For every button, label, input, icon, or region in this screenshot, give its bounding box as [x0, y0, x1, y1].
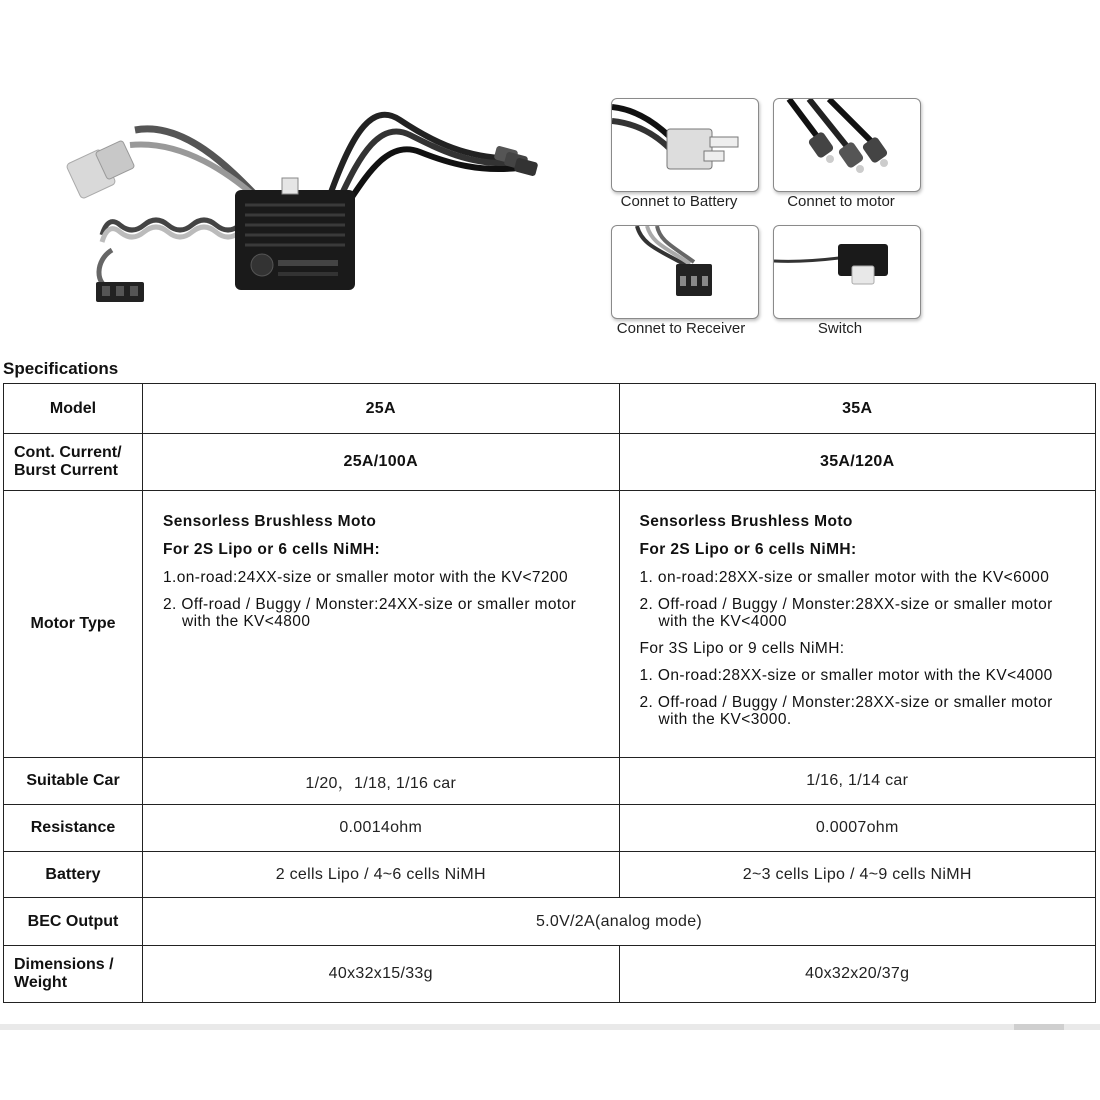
esc-product-image — [40, 60, 580, 350]
motor-25a-item-1: 1.on-road:24XX-size or smaller motor with the KV<7200 — [163, 569, 569, 586]
suitable-car-25a: 1/20，1/18, 1/16 car — [143, 758, 620, 805]
dimensions-label-line-1: Dimensions / — [14, 956, 114, 973]
battery-25a: 2 cells Lipo / 4~6 cells NiMH — [143, 852, 620, 898]
current-label-line-2: Burst Current — [14, 462, 119, 479]
motor-35a-sub-heading: For 3S Lipo or 9 cells NiMH: — [639, 640, 845, 657]
motor-connector-caption: Connet to motor — [787, 193, 895, 210]
motor-35a-heading-1: Sensorless Brushless Moto — [639, 513, 853, 530]
suitable-car-label: Suitable Car — [4, 758, 143, 805]
switch-caption: Switch — [817, 320, 863, 337]
dimensions-label — [4, 946, 143, 1003]
motor-25a-heading-1: Sensorless Brushless Moto — [163, 513, 377, 530]
resistance-25a: 0.0014ohm — [143, 805, 620, 852]
motor-connector-thumbnail — [773, 98, 921, 192]
dimensions-label-line-2: Weight — [14, 974, 68, 991]
suitable-car-35a: 1/16, 1/14 car — [619, 758, 1096, 805]
motor-25a-heading-2: For 2S Lipo or 6 cells NiMH: — [163, 541, 381, 558]
motor-type-label: Motor Type — [4, 491, 143, 758]
current-label-line-1: Cont. Current/ — [14, 444, 122, 461]
page-bottom-marks — [1014, 1024, 1064, 1030]
table-row-suitable-car — [4, 758, 1096, 805]
resistance-35a: 0.0007ohm — [619, 805, 1096, 852]
model-label: Model — [4, 384, 143, 434]
receiver-connector-thumbnail — [611, 225, 759, 319]
table-row-current — [4, 434, 1096, 491]
motor-35a-item-2: 2. Off-road / Buggy / Monster:28XX-size or smaller motor with the KV<4000 — [639, 596, 1053, 630]
table-row-battery — [4, 852, 1096, 898]
model-35a: 35A — [619, 384, 1096, 434]
battery-label: Battery — [4, 852, 143, 898]
bec-output-value: 5.0V/2A(analog mode) — [143, 898, 1096, 946]
dimensions-25a: 40x32x15/33g — [143, 946, 620, 1003]
current-label — [4, 434, 143, 491]
motor-25a-item-2: 2. Off-road / Buggy / Monster:24XX-size or smaller motor with the KV<4800 — [163, 596, 577, 630]
table-row-dimensions — [4, 946, 1096, 1003]
table-row-bec-output — [4, 898, 1096, 946]
battery-35a: 2~3 cells Lipo / 4~9 cells NiMH — [619, 852, 1096, 898]
battery-connector-thumbnail — [611, 98, 759, 192]
current-35a: 35A/120A — [619, 434, 1096, 491]
table-row-motor-type — [4, 491, 1096, 758]
page-bottom-divider — [0, 1024, 1100, 1030]
motor-type-35a — [619, 491, 1096, 758]
motor-35a-item-1: 1. on-road:28XX-size or smaller motor with the KV<6000 — [639, 569, 1050, 586]
receiver-connector-caption: Connet to Receiver — [616, 320, 746, 337]
motor-35a-item-3: 1. On-road:28XX-size or smaller motor with the KV<4000 — [639, 667, 1053, 684]
switch-thumbnail — [773, 225, 921, 319]
motor-type-25a — [143, 491, 620, 758]
specifications-heading: Specifications — [3, 359, 119, 378]
table-row-model — [4, 384, 1096, 434]
battery-connector-caption: Connet to Battery — [620, 193, 738, 210]
model-25a: 25A — [143, 384, 620, 434]
table-row-resistance — [4, 805, 1096, 852]
bec-output-label: BEC Output — [4, 898, 143, 946]
specifications-table — [3, 383, 1096, 1003]
dimensions-35a: 40x32x20/37g — [619, 946, 1096, 1003]
motor-35a-item-4: 2. Off-road / Buggy / Monster:28XX-size or smaller motor with the KV<3000. — [639, 694, 1053, 728]
motor-35a-heading-2: For 2S Lipo or 6 cells NiMH: — [639, 541, 857, 558]
current-25a: 25A/100A — [143, 434, 620, 491]
resistance-label: Resistance — [4, 805, 143, 852]
